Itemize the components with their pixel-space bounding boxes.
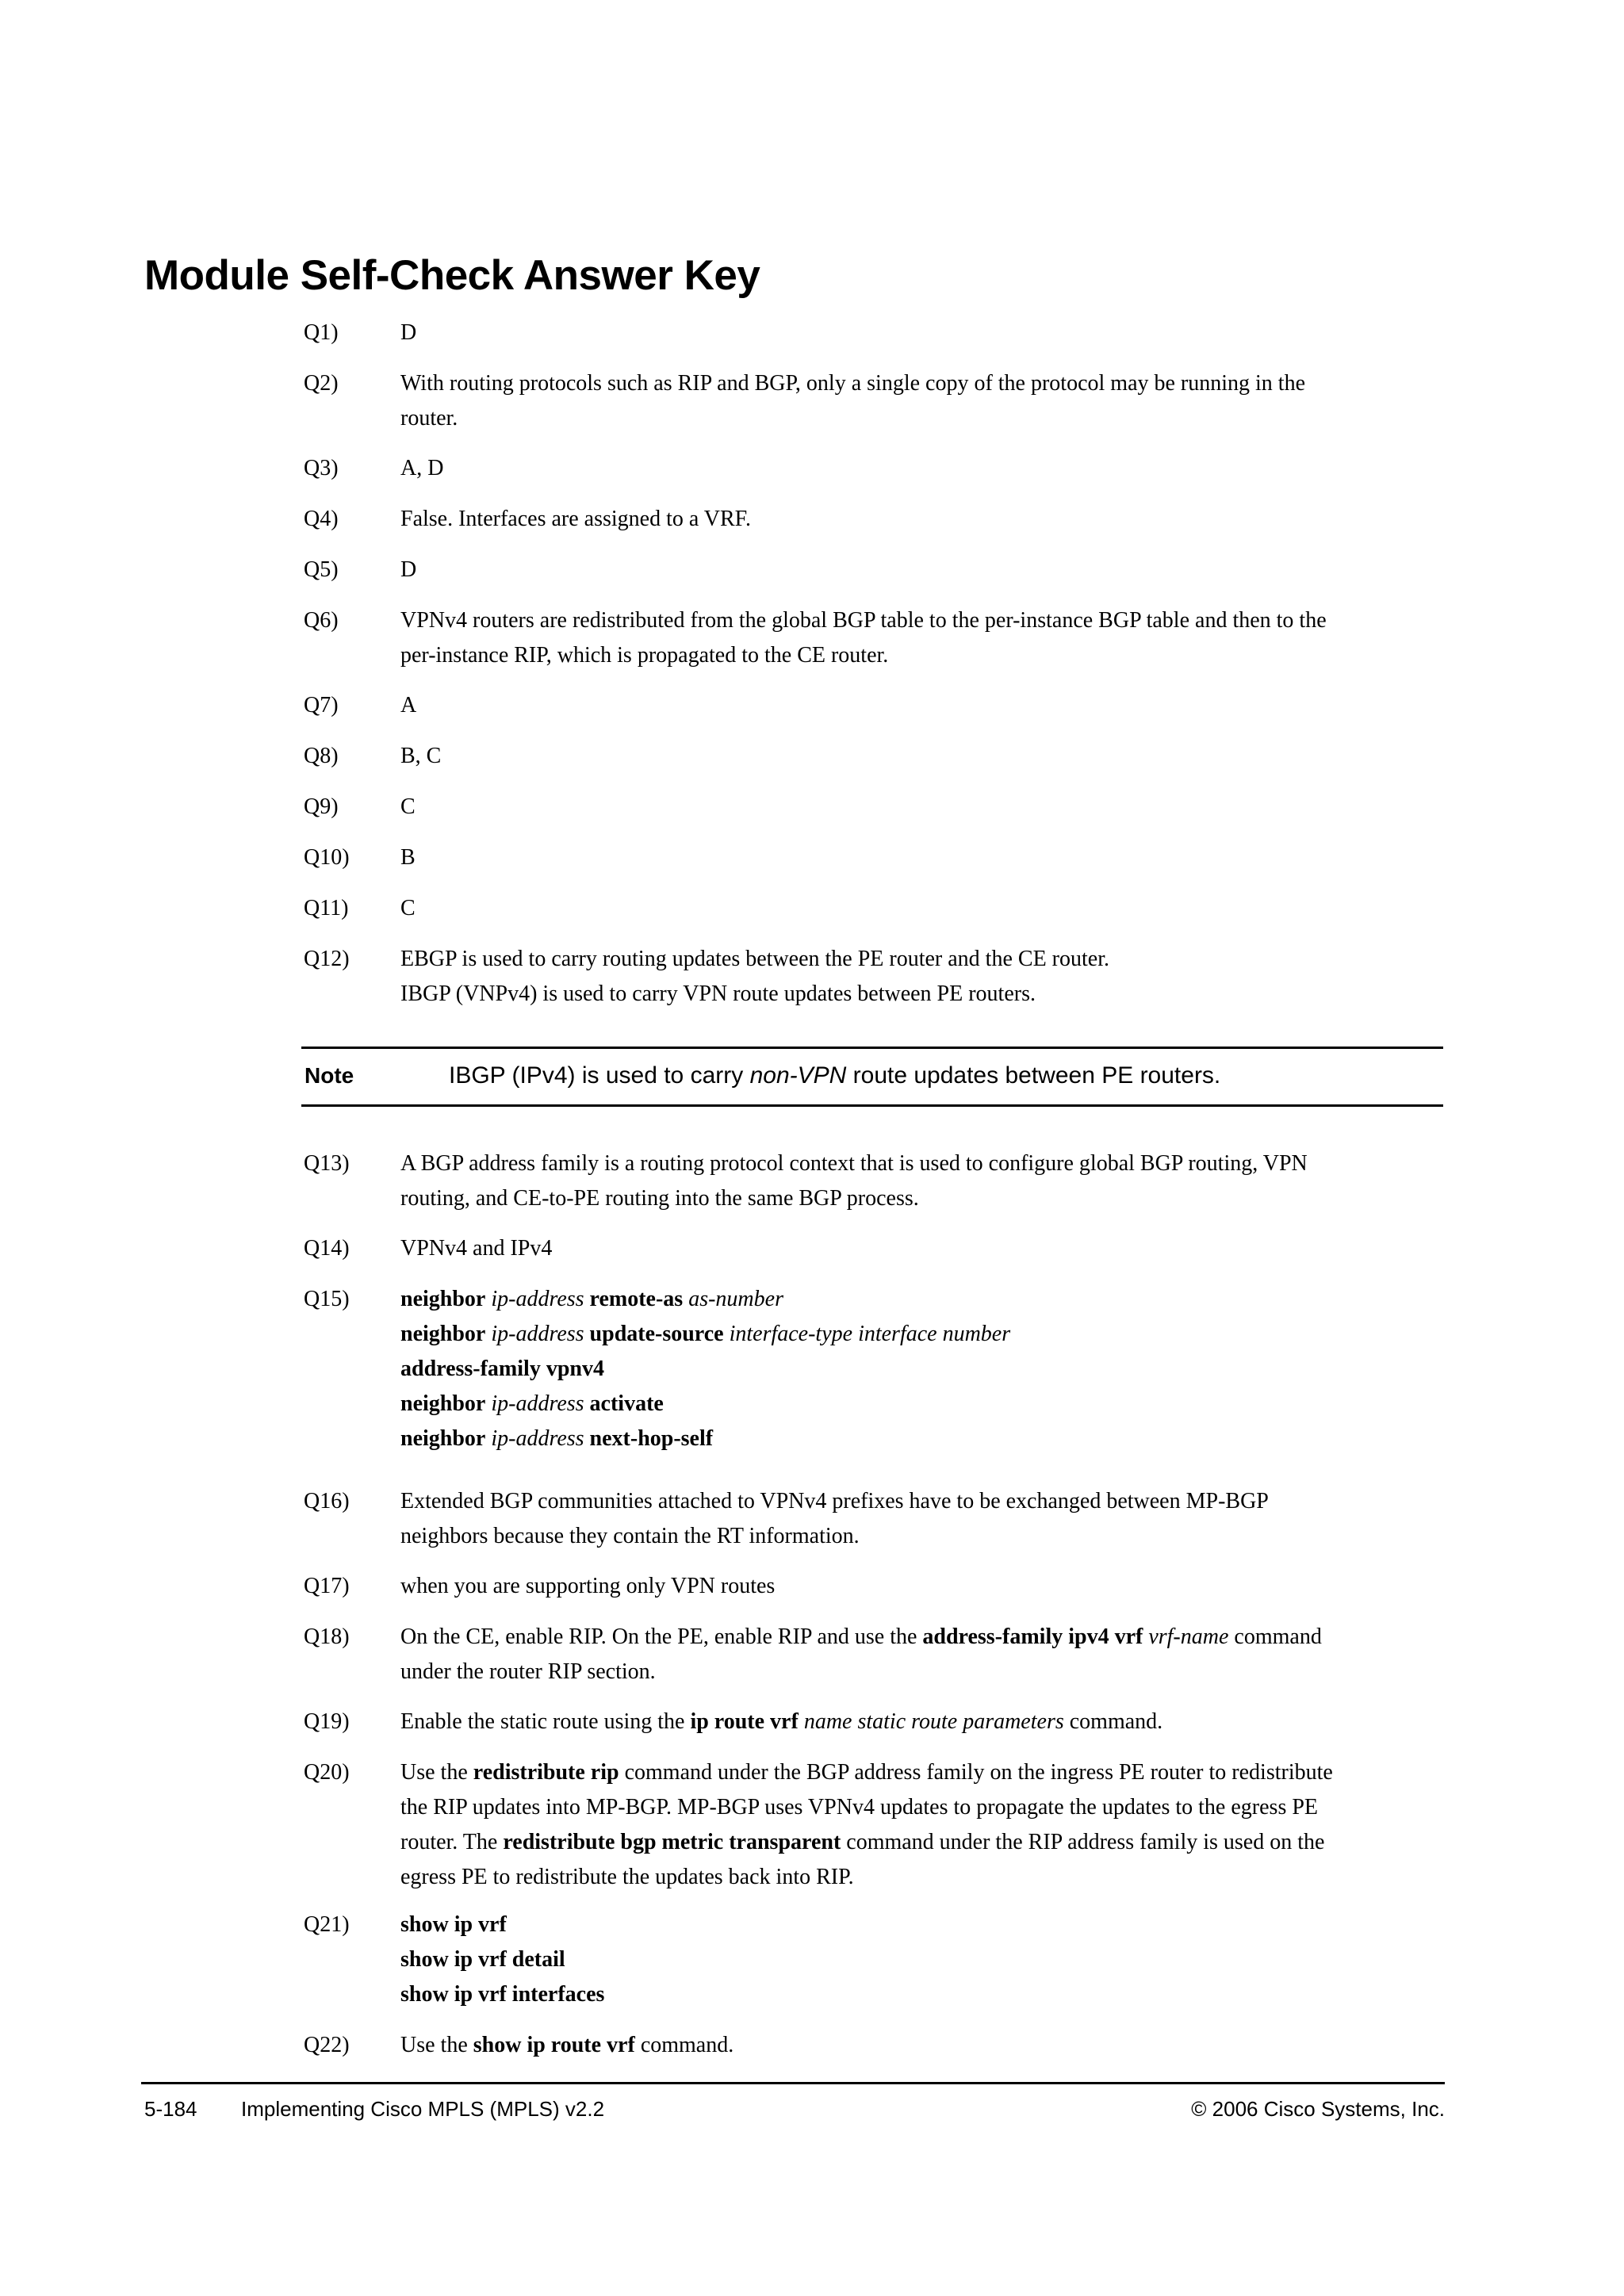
answer-text <box>400 840 1431 875</box>
answer-item <box>304 1146 1446 1216</box>
answer-segment: A, D <box>400 456 444 480</box>
answer-text <box>400 1282 1431 1456</box>
command-keyword: remote-as <box>589 1287 684 1311</box>
answer-line <box>400 1977 1431 2012</box>
command-argument: ip-address <box>491 1287 584 1311</box>
answer-line <box>400 1282 1431 1317</box>
answer-line <box>400 1317 1431 1352</box>
question-number: Q17) <box>304 1574 350 1598</box>
answer-line <box>400 790 1431 825</box>
question-number: Q11) <box>304 896 349 920</box>
answer-line <box>400 1825 1431 1860</box>
note-text-before: IBGP (IPv4) is used to carry <box>449 1062 750 1089</box>
question-number: Q4) <box>304 507 339 531</box>
answer-line <box>400 1231 1431 1266</box>
answer-text <box>400 1620 1431 1689</box>
answer-text <box>400 739 1431 774</box>
answer-segment: command <box>1228 1624 1322 1649</box>
answer-item <box>304 1231 1446 1266</box>
answer-line <box>400 1860 1431 1895</box>
page-title: Module Self-Check Answer Key <box>144 252 760 299</box>
answer-item <box>304 553 1446 587</box>
answer-segment: Use the <box>400 1760 473 1785</box>
question-number: Q2) <box>304 371 339 396</box>
answer-line <box>400 1352 1431 1387</box>
answer-item <box>304 739 1446 774</box>
answer-line <box>400 401 1431 436</box>
answer-item <box>304 942 1446 1012</box>
answer-item <box>304 1484 1446 1554</box>
answer-item <box>304 603 1446 673</box>
answer-line <box>400 1908 1431 1942</box>
answer-item <box>304 1569 1446 1604</box>
answer-item <box>304 790 1446 825</box>
answer-line <box>400 1422 1431 1456</box>
answer-text <box>400 688 1431 723</box>
answer-item <box>304 2028 1446 2063</box>
answer-line <box>400 553 1431 587</box>
answer-segment: B <box>400 845 416 870</box>
answer-segment: Use the <box>400 2033 473 2057</box>
answer-segment: neighbors because they contain the RT information. <box>400 1524 860 1548</box>
question-number: Q10) <box>304 845 350 870</box>
footer-page-number: 5-184 <box>144 2097 197 2121</box>
answer-segment: routing, and CE-to-PE routing into the same BGP process. <box>400 1186 919 1211</box>
question-number: Q14) <box>304 1236 350 1261</box>
command-keyword: show ip vrf <box>400 1912 507 1937</box>
answer-text <box>400 451 1431 486</box>
footer-copyright: © 2006 Cisco Systems, Inc. <box>1191 2097 1445 2121</box>
command-argument: ip-address <box>491 1426 584 1451</box>
question-number: Q15) <box>304 1287 350 1311</box>
answer-line <box>400 1387 1431 1422</box>
answer-line <box>400 638 1431 673</box>
command-argument: ip-address <box>491 1322 584 1346</box>
answer-line <box>400 1569 1431 1604</box>
command-keyword: neighbor <box>400 1287 486 1311</box>
answer-segment: D <box>400 557 417 582</box>
question-number: Q8) <box>304 744 339 768</box>
answer-line <box>400 840 1431 875</box>
answer-segment: VPNv4 and IPv4 <box>400 1236 553 1261</box>
command-argument: name static route parameters <box>803 1709 1064 1734</box>
answer-line <box>400 688 1431 723</box>
answer-segment: B, C <box>400 744 442 768</box>
command-keyword: next-hop-self <box>589 1426 714 1451</box>
answer-line <box>400 451 1431 486</box>
answer-text <box>400 2028 1431 2063</box>
command-argument: vrf-name <box>1148 1624 1229 1649</box>
answer-item <box>304 688 1446 723</box>
question-number: Q20) <box>304 1760 350 1785</box>
answer-segment: On the CE, enable RIP. On the PE, enable RIP and use the <box>400 1624 923 1649</box>
answer-line <box>400 1484 1431 1519</box>
answer-segment: under the router RIP section. <box>400 1659 656 1684</box>
answer-segment: C <box>400 896 416 920</box>
command-argument: ip-address <box>491 1391 584 1416</box>
answer-segment <box>799 1709 804 1734</box>
answer-segment: router. <box>400 406 458 430</box>
answer-line <box>400 1181 1431 1216</box>
answer-line <box>400 977 1431 1012</box>
answer-item <box>304 1282 1446 1456</box>
answer-line <box>400 1942 1431 1977</box>
answer-segment <box>584 1391 590 1416</box>
answer-line <box>400 891 1431 926</box>
answer-item <box>304 502 1446 537</box>
answer-line <box>400 316 1431 350</box>
command-keyword: show ip vrf detail <box>400 1947 565 1972</box>
command-keyword: show ip vrf interfaces <box>400 1982 605 2007</box>
answer-text <box>400 1705 1431 1739</box>
question-number: Q1) <box>304 320 339 345</box>
answer-text <box>400 603 1431 673</box>
question-number: Q21) <box>304 1912 350 1937</box>
question-number: Q16) <box>304 1489 350 1513</box>
command-keyword: neighbor <box>400 1322 486 1346</box>
answer-item <box>304 451 1446 486</box>
command-argument: as-number <box>688 1287 783 1311</box>
question-number: Q9) <box>304 794 339 819</box>
answer-line <box>400 603 1431 638</box>
answer-segment <box>584 1287 590 1311</box>
answer-text <box>400 502 1431 537</box>
question-number: Q18) <box>304 1624 350 1649</box>
answer-segment: False. Interfaces are assigned to a VRF. <box>400 507 751 531</box>
question-number: Q6) <box>304 608 339 633</box>
answer-line <box>400 1655 1431 1689</box>
answer-segment: command. <box>1063 1709 1163 1734</box>
answer-line <box>400 1519 1431 1554</box>
answer-segment: command under the BGP address family on the ingress PE router to redistribute <box>619 1760 1333 1785</box>
answer-segment: Enable the static route using the <box>400 1709 691 1734</box>
answer-segment: per-instance RIP, which is propagated to the CE router. <box>400 643 889 668</box>
answer-segment: A BGP address family is a routing protocol context that is used to configure global BGP routing, VPN <box>400 1151 1308 1176</box>
note-box <box>301 1047 1443 1107</box>
answer-segment: A <box>400 693 417 718</box>
answer-segment: D <box>400 320 417 345</box>
question-number: Q19) <box>304 1709 350 1734</box>
note-text-after: route updates between PE routers. <box>846 1062 1221 1089</box>
answer-line <box>400 1790 1431 1825</box>
answer-segment: egress PE to redistribute the updates back into RIP. <box>400 1865 854 1889</box>
command-keyword: show ip route vrf <box>473 2033 635 2057</box>
command-keyword: ip route vrf <box>690 1709 799 1734</box>
answer-item <box>304 366 1446 436</box>
answer-text <box>400 553 1431 587</box>
answer-text <box>400 942 1431 1012</box>
note-label: Note <box>304 1063 354 1088</box>
answer-item <box>304 1620 1446 1689</box>
answer-segment: command. <box>634 2033 734 2057</box>
question-number: Q13) <box>304 1151 350 1176</box>
answer-segment: Extended BGP communities attached to VPNv4 prefixes have to be exchanged between MP-BGP <box>400 1489 1269 1513</box>
answer-segment: VPNv4 routers are redistributed from the global BGP table to the per-instance BGP table and then to the <box>400 608 1327 633</box>
answer-line <box>400 366 1431 401</box>
answer-text <box>400 1908 1431 2012</box>
answer-item <box>304 316 1446 350</box>
answer-segment: command under the RIP address family is used on the <box>841 1830 1325 1854</box>
answer-text <box>400 891 1431 926</box>
answer-text <box>400 1146 1431 1216</box>
answer-item <box>304 1908 1446 2012</box>
command-keyword: neighbor <box>400 1426 486 1451</box>
answer-item <box>304 840 1446 875</box>
answer-text <box>400 1755 1431 1895</box>
command-keyword: redistribute rip <box>473 1760 619 1785</box>
command-keyword: activate <box>589 1391 664 1416</box>
question-number: Q22) <box>304 2033 350 2057</box>
answer-text <box>400 1569 1431 1604</box>
answer-line <box>400 942 1431 977</box>
answer-segment: C <box>400 794 416 819</box>
answer-segment: EBGP is used to carry routing updates between the PE router and the CE router. <box>400 947 1109 971</box>
command-keyword: update-source <box>589 1322 724 1346</box>
command-keyword: neighbor <box>400 1391 486 1416</box>
command-argument: interface-type interface number <box>729 1322 1011 1346</box>
footer-course-title: Implementing Cisco MPLS (MPLS) v2.2 <box>241 2097 605 2121</box>
footer-rule <box>141 2082 1445 2084</box>
command-keyword: address-family vpnv4 <box>400 1357 604 1381</box>
answer-line <box>400 739 1431 774</box>
answer-text <box>400 1484 1431 1554</box>
answer-segment <box>584 1322 590 1346</box>
answer-text <box>400 366 1431 436</box>
answer-segment <box>584 1426 590 1451</box>
answer-segment <box>724 1322 730 1346</box>
answer-line <box>400 1146 1431 1181</box>
answer-segment: router. The <box>400 1830 504 1854</box>
command-keyword: redistribute bgp metric transparent <box>503 1830 841 1854</box>
question-number: Q3) <box>304 456 339 480</box>
question-number: Q7) <box>304 693 339 718</box>
answer-segment: IBGP (VNPv4) is used to carry VPN route updates between PE routers. <box>400 982 1036 1006</box>
note-text-italic: non-VPN <box>749 1062 847 1089</box>
answer-line <box>400 1620 1431 1655</box>
command-keyword: address-family ipv4 vrf <box>922 1624 1143 1649</box>
answer-item <box>304 1705 1446 1739</box>
answer-segment: With routing protocols such as RIP and BGP, only a single copy of the protocol may be running in the <box>400 371 1306 396</box>
answer-line <box>400 502 1431 537</box>
answer-text <box>400 316 1431 350</box>
note-text <box>449 1062 1220 1090</box>
answer-item <box>304 1755 1446 1895</box>
answer-text <box>400 790 1431 825</box>
answer-line <box>400 1755 1431 1790</box>
answer-item <box>304 891 1446 926</box>
question-number: Q5) <box>304 557 339 582</box>
question-number: Q12) <box>304 947 350 971</box>
answer-segment: when you are supporting only VPN routes <box>400 1574 776 1598</box>
answer-segment: the RIP updates into MP-BGP. MP-BGP uses VPNv4 updates to propagate the updates to the egress PE <box>400 1795 1319 1820</box>
answer-line <box>400 2028 1431 2063</box>
answer-text <box>400 1231 1431 1266</box>
answer-line <box>400 1705 1431 1739</box>
